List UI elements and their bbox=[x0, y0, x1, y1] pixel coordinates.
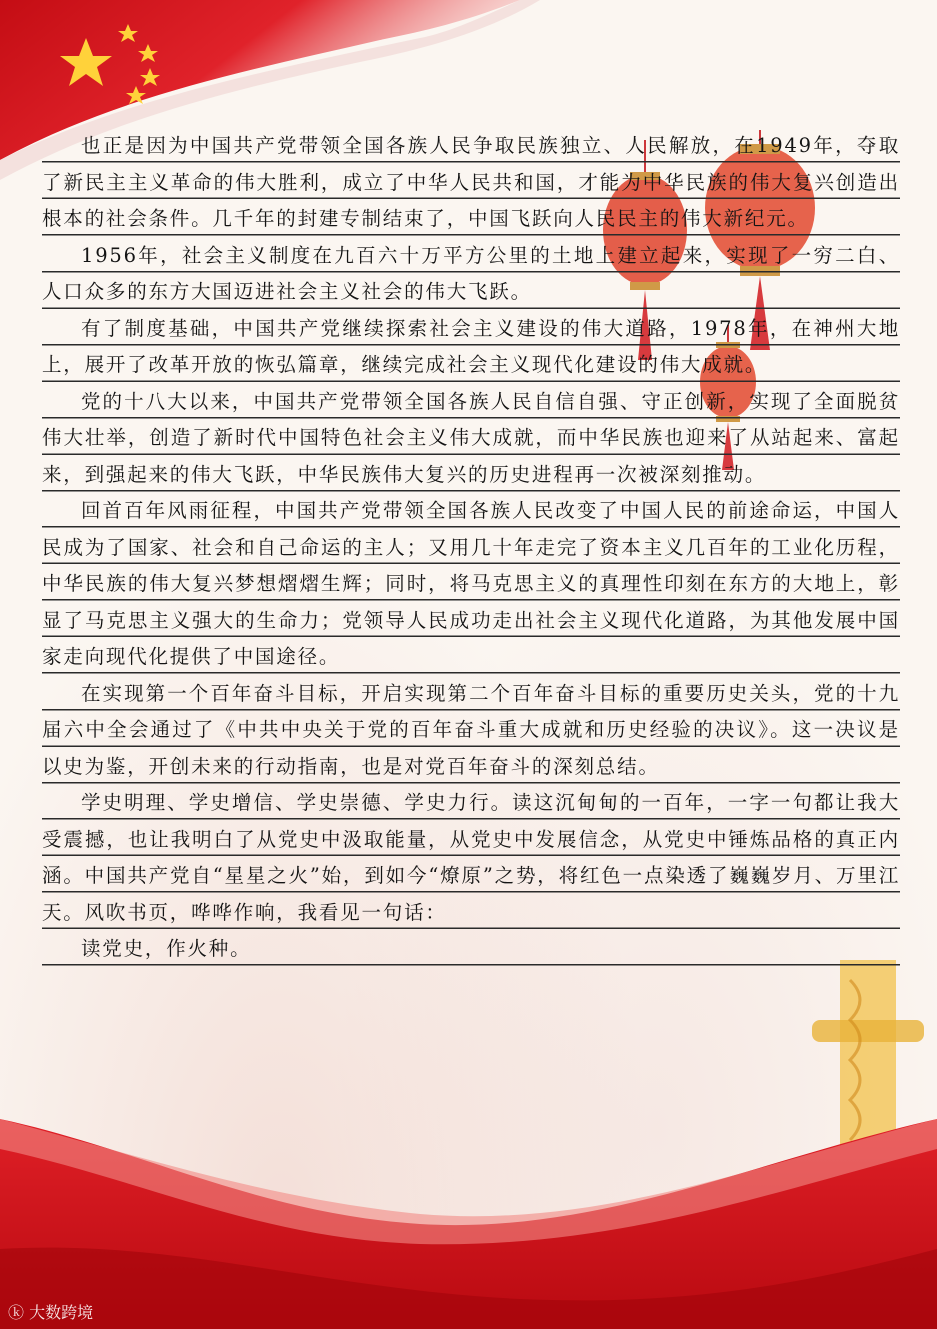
paragraph: 党的十八大以来，中国共产党带领全国各族人民自信自强、守正创新，实现了全面脱贫伟大壮举，创造了新时代中国特色社会主义伟大成就，而中华民族也迎来了从站起来、富起来，到强起来的伟大飞跃，中华民族伟大复兴的历史进程再一次被深刻推动。 bbox=[42, 384, 900, 494]
paragraph: 也正是因为中国共产党带领全国各族人民争取民族独立、人民解放，在1949年，夺取了新民主主义革命的伟大胜利，成立了中华人民共和国，才能为中华民族的伟大复兴创造出根本的社会条件。几千年的封建专制结束了，中国飞跃向人民民主的伟大新纪元。 bbox=[42, 128, 900, 238]
paragraph: 1956年，社会主义制度在九百六十万平方公里的土地上建立起来，实现了一穷二白、人口众多的东方大国迈进社会主义社会的伟大飞跃。 bbox=[42, 238, 900, 311]
watermark-logo-icon: ⓚ bbox=[8, 1303, 30, 1322]
paragraph: 有了制度基础，中国共产党继续探索社会主义建设的伟大道路，1978年，在神州大地上，展开了改革开放的恢弘篇章，继续完成社会主义现代化建设的伟大成就。 bbox=[42, 311, 900, 384]
paragraph: 学史明理、学史增信、学史崇德、学史力行。读这沉甸甸的一百年，一字一句都让我大受震撼，也让我明白了从党史中汲取能量，从党史中发展信念，从党史中锤炼品格的真正内涵。中国共产党自“星星之火”始，到如今“燎原”之势，将红色一点染透了巍巍岁月、万里江天。风吹书页，哗哗作响，我看见一句话： bbox=[42, 785, 900, 931]
watermark-text: 大数跨境 bbox=[29, 1303, 94, 1322]
red-ribbon-footer bbox=[0, 999, 937, 1329]
closing-line: 读党史，作火种。 bbox=[42, 931, 900, 968]
essay-body bbox=[42, 128, 900, 968]
paragraph: 回首百年风雨征程，中国共产党带领全国各族人民改变了中国人民的前途命运，中国人民成为了国家、社会和自己命运的主人；又用几十年走完了资本主义几百年的工业化历程，中华民族的伟大复兴梦想熠熠生辉；同时，将马克思主义的真理性印刻在东方的大地上，彰显了马克思主义强大的生命力；党领导人民成功走出社会主义现代化道路，为其他发展中国家走向现代化提供了中国途径。 bbox=[42, 493, 900, 676]
paragraph: 在实现第一个百年奋斗目标，开启实现第二个百年奋斗目标的重要历史关头，党的十九届六中全会通过了《中共中央关于党的百年奋斗重大成就和历史经验的决议》。这一决议是以史为鉴，开创未来的行动指南，也是对党百年奋斗的深刻总结。 bbox=[42, 676, 900, 786]
watermark bbox=[8, 1300, 93, 1323]
